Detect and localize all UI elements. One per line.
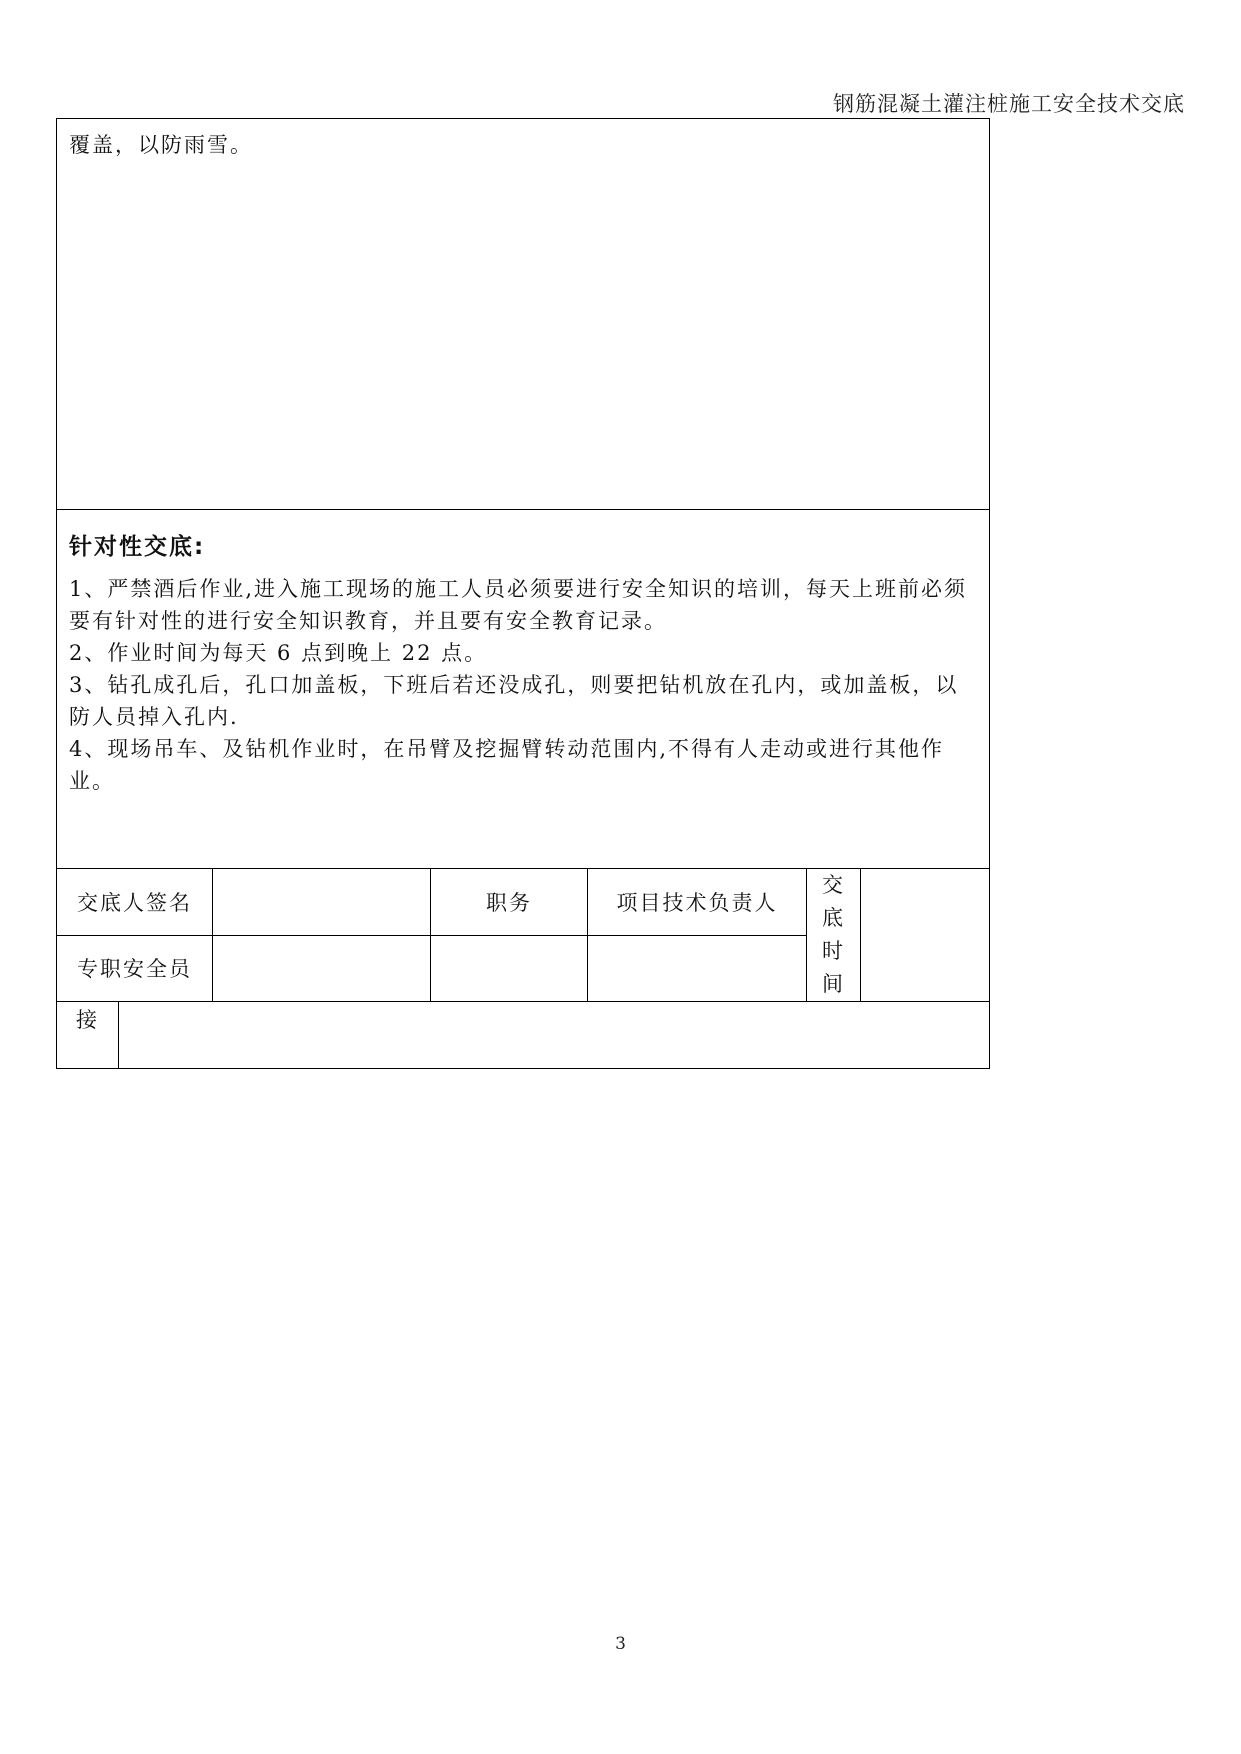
briefing-time-char-4: 间 — [822, 972, 845, 996]
duty-label: 职务 — [431, 869, 588, 936]
targeted-item-1: 1、严禁酒后作业,进入施工现场的施工人员必须要进行安全知识的培训，每天上班前必须要有针对性的进行安全知识教育，并且要有安全教育记录。 — [69, 577, 968, 633]
targeted-item-4: 4、现场吊车、及钻机作业时，在吊臂及挖掘臂转动范围内,不得有人走动或进行其他作业。 — [69, 737, 945, 793]
receiver-label: 接 — [57, 1002, 119, 1069]
briefer-signature-label: 交底人签名 — [57, 869, 213, 936]
briefer-signature-field[interactable] — [213, 869, 431, 936]
briefing-time-char-3: 时 — [822, 939, 845, 963]
receiver-field[interactable] — [119, 1002, 990, 1069]
briefing-table — [56, 118, 990, 1069]
briefing-time-char-2: 底 — [822, 906, 845, 930]
briefing-time-field[interactable] — [861, 869, 990, 1002]
briefing-time-label — [807, 869, 861, 1002]
safety-officer-field[interactable] — [213, 935, 431, 1002]
running-header: 钢筋混凝土灌注桩施工安全技术交底 — [833, 92, 1185, 116]
continuation-cell — [57, 119, 990, 510]
continuation-text: 覆盖，以防雨雪。 — [69, 133, 253, 157]
project-tech-lead-label: 项目技术负责人 — [588, 869, 807, 936]
briefing-time-char-1: 交 — [822, 873, 845, 897]
targeted-item-3: 3、钻孔成孔后，孔口加盖板，下班后若还没成孔，则要把钻机放在孔内，或加盖板，以防人员掉入孔内. — [69, 673, 959, 729]
targeted-briefing-heading: 针对性交底: — [69, 534, 206, 560]
targeted-item-2: 2、作业时间为每天 6 点到晚上 22 点。 — [69, 641, 488, 665]
project-tech-lead-field[interactable] — [588, 935, 807, 1002]
safety-officer-duty-field[interactable] — [431, 935, 588, 1002]
page-number: 3 — [615, 1634, 626, 1654]
safety-officer-label: 专职安全员 — [57, 935, 213, 1002]
targeted-briefing-cell — [57, 510, 990, 869]
